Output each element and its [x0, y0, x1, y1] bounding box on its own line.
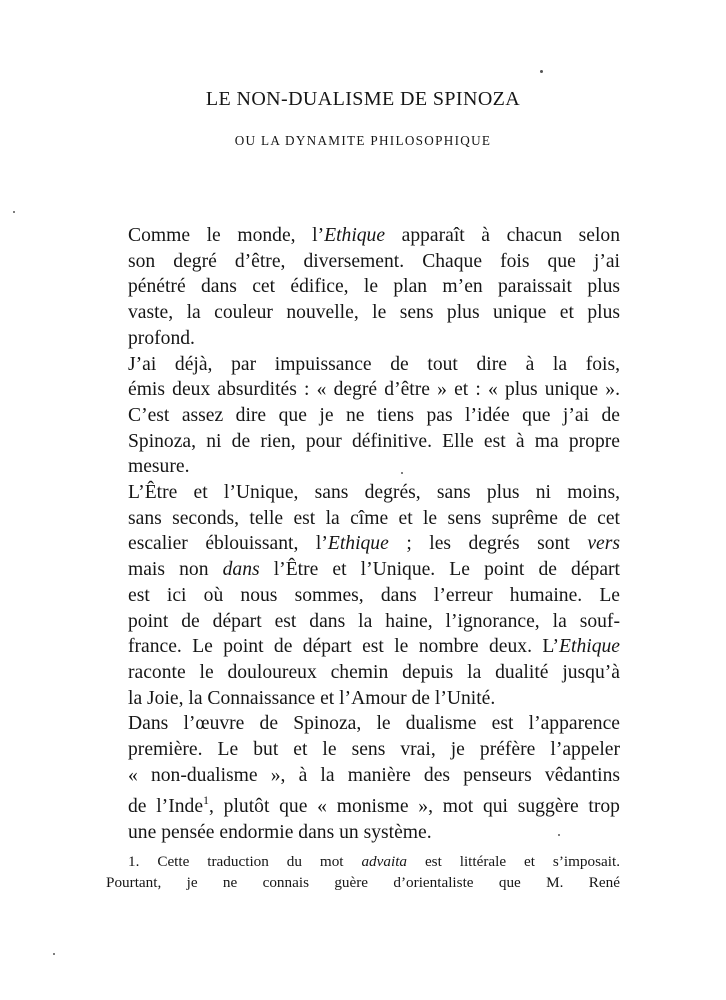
text-line: Spinoza, ni de rien, pour définitive. Elle est à ma propre	[128, 430, 620, 452]
emphasis-text: Ethique	[327, 533, 389, 555]
text-line: C’est assez dire que je ne tiens pas l’idée que j’ai de	[128, 404, 620, 426]
text-span: ; les degrés sont	[388, 533, 588, 555]
footnote-line: Pourtant, je ne connais guère d’orientaliste que M. René	[106, 874, 620, 891]
text-span: 1. Cette traduction du mot	[128, 853, 362, 870]
emphasis-text: dans	[222, 559, 260, 581]
footnote	[106, 851, 620, 893]
paragraph-3	[106, 480, 620, 711]
text-line	[106, 223, 620, 249]
text-line: est ici où nous sommes, dans l’erreur humaine. Le	[128, 584, 620, 606]
chapter-subtitle: OU LA DYNAMITE PHILOSOPHIQUE	[234, 133, 492, 148]
text-span: l’Être et l’Unique. Le point de départ	[259, 559, 620, 581]
text-span: de l’Inde	[128, 796, 204, 818]
text-line: la Joie, la Connaissance et l’Amour de l’Unité.	[128, 687, 496, 709]
text-line: profond.	[128, 327, 195, 349]
paragraph-4	[106, 711, 620, 846]
text-span: est littérale et s’imposait.	[407, 853, 620, 870]
emphasis-text: Ethique	[559, 636, 620, 658]
text-span: mais non	[128, 559, 223, 581]
text-line: vaste, la couleur nouvelle, le sens plus unique et plus	[128, 302, 620, 324]
text-span: apparaît à chacun selon	[385, 225, 620, 246]
text-line: J’ai déjà, par impuissance de tout dire à la fois,	[128, 353, 620, 375]
paper-speck	[53, 953, 55, 955]
text-span: , plutôt que « monisme », mot qui suggère trop	[209, 796, 620, 818]
text-span: escalier éblouissant, l’	[128, 533, 328, 555]
text-span: Comme le monde, l’	[128, 225, 325, 246]
paper-speck	[401, 472, 403, 474]
text-line: mesure.	[128, 456, 190, 478]
text-span: france. Le point de départ est le nombre deux. L’	[128, 636, 560, 658]
emphasis-text: vers	[587, 533, 620, 555]
text-line: son degré d’être, diversement. Chaque fois que j’ai	[128, 250, 620, 272]
text-line: L’Être et l’Unique, sans degrés, sans plus ni moins,	[128, 482, 620, 504]
text-line: une pensée endormie dans un système.	[128, 822, 432, 844]
footnote-line	[106, 851, 620, 872]
paper-speck	[558, 834, 560, 836]
text-line: première. Le but et le sens vrai, je préfère l’appeler	[128, 739, 620, 761]
text-line	[106, 788, 620, 820]
chapter-title: LE NON-DUALISME DE SPINOZA	[205, 88, 521, 110]
emphasis-text: advaita	[361, 853, 408, 870]
footnote-marker: 1	[203, 793, 210, 808]
text-line: émis deux absurdités : « degré d’être » et : « plus unique ».	[128, 379, 620, 401]
text-line: sans seconds, telle est la cîme et le sens suprême de cet	[128, 507, 620, 529]
paper-speck	[540, 70, 543, 73]
paper-speck	[13, 211, 15, 213]
paragraph-1	[106, 223, 620, 352]
paragraph-2	[106, 352, 620, 481]
text-line	[106, 634, 620, 660]
text-line	[106, 557, 620, 583]
text-line: pénétré dans cet édifice, le plan m’en paraissait plus	[128, 276, 620, 298]
emphasis-text: Ethique	[324, 225, 386, 246]
text-line: raconte le douloureux chemin depuis la dualité jusqu’à	[128, 661, 620, 683]
body-text	[106, 223, 620, 846]
text-line: Dans l’œuvre de Spinoza, le dualisme est l’apparence	[128, 713, 620, 735]
text-line	[106, 531, 620, 557]
text-line: point de départ est dans la haine, l’ignorance, la souf-	[128, 610, 620, 632]
text-line: « non-dualisme », à la manière des penseurs vêdantins	[128, 764, 620, 786]
